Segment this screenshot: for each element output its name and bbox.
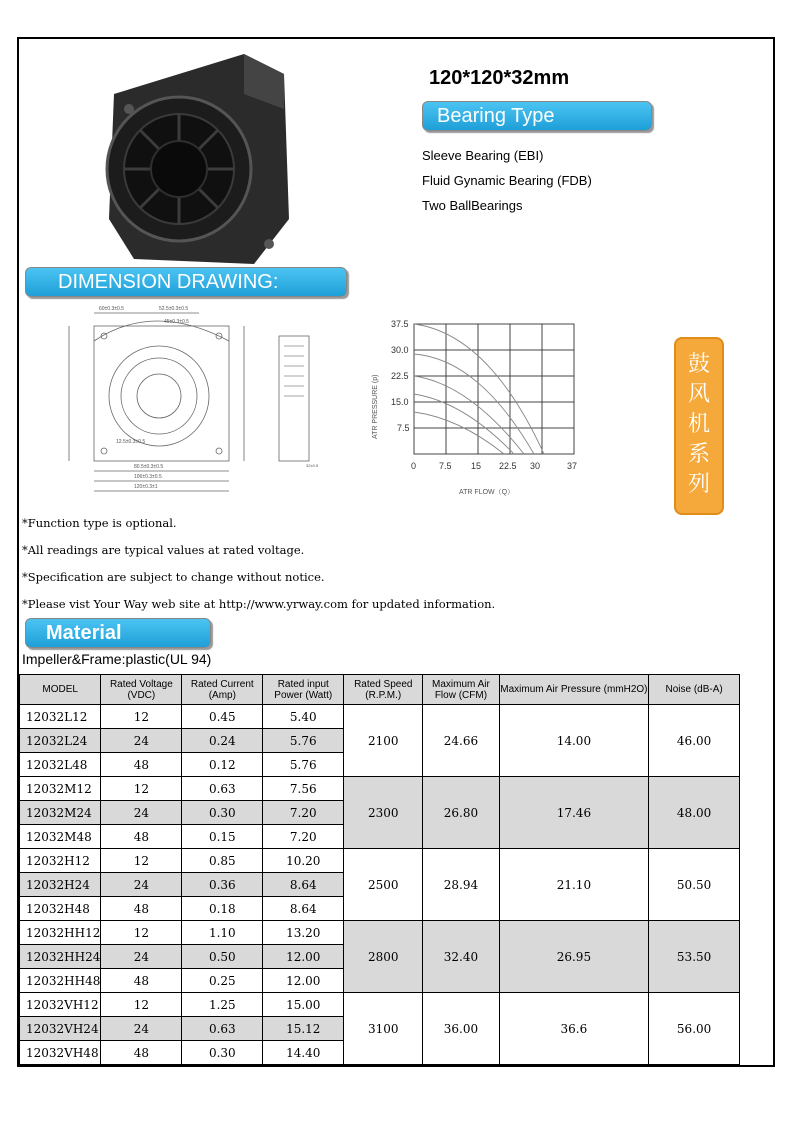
x-tick: 22.5 (499, 461, 517, 471)
table-header (20, 675, 740, 705)
bearing-type-label: Bearing Type (437, 105, 555, 127)
table-cell: 1.25 (182, 993, 263, 1017)
table-cell: 5.76 (263, 753, 344, 777)
table-cell: 0.15 (182, 825, 263, 849)
model-cell: 12032M12 (20, 777, 101, 801)
model-cell: 12032H48 (20, 897, 101, 921)
table-row (20, 921, 740, 945)
table-cell: 10.20 (263, 849, 344, 873)
table-cell: 12.00 (263, 969, 344, 993)
performance-curve (339, 314, 584, 504)
table-cell: 0.45 (182, 705, 263, 729)
pressure-cell: 14.00 (499, 705, 649, 777)
model-cell: 12032L24 (20, 729, 101, 753)
bearing-item: Two BallBearings (422, 198, 523, 213)
dimension-drawing (34, 301, 364, 501)
y-tick: 7.5 (397, 423, 410, 433)
bearing-type-banner (422, 101, 652, 131)
table-cell: 8.64 (263, 873, 344, 897)
table-cell: 48 (101, 825, 182, 849)
table-cell: 0.30 (182, 801, 263, 825)
table-cell: 0.36 (182, 873, 263, 897)
table-cell: 15.12 (263, 1017, 344, 1041)
tag-char: 系 (687, 441, 710, 466)
spec-table (19, 674, 740, 1065)
blower-series-tag (674, 337, 724, 515)
size-title: 120*120*32mm (429, 67, 570, 89)
y-tick: 37.5 (391, 319, 409, 329)
table-cell: 1.10 (182, 921, 263, 945)
table-cell: 0.63 (182, 1017, 263, 1041)
table-cell: 0.30 (182, 1041, 263, 1065)
y-tick: 30.0 (391, 345, 409, 355)
col-header: Maximum Air Flow (CFM) (423, 675, 499, 705)
fan-photo (94, 49, 304, 269)
col-header: Rated Current (Amp) (182, 675, 263, 705)
flow-cell: 24.66 (423, 705, 499, 777)
model-cell: 12032L48 (20, 753, 101, 777)
dim-label: 60±0.3±0.5 (99, 306, 124, 312)
dim-label: 52.5±0.3±0.5 (159, 306, 189, 312)
table-row (20, 705, 740, 729)
dimension-drawing-banner (25, 267, 347, 297)
table-cell: 12 (101, 993, 182, 1017)
table-row (20, 993, 740, 1017)
col-header: Noise (dB-A) (649, 675, 740, 705)
x-tick: 37 (567, 461, 578, 471)
model-cell: 12032VH24 (20, 1017, 101, 1041)
y-axis-label: ATR PRESSURE (p) (372, 374, 379, 439)
table-cell: 12 (101, 705, 182, 729)
col-header: Rated Speed (R.P.M.) (344, 675, 423, 705)
note: *All readings are typical values at rated voltage. (22, 543, 305, 557)
table-cell: 5.40 (263, 705, 344, 729)
table-cell: 24 (101, 801, 182, 825)
pressure-cell: 17.46 (499, 777, 649, 849)
table-cell: 24 (101, 873, 182, 897)
noise-cell: 50.50 (649, 849, 740, 921)
table-cell: 12 (101, 777, 182, 801)
table-cell: 24 (101, 729, 182, 753)
model-cell: 12032HH48 (20, 969, 101, 993)
bearing-item: Sleeve Bearing (EBI) (422, 148, 544, 163)
model-cell: 12032M24 (20, 801, 101, 825)
table-cell: 8.64 (263, 897, 344, 921)
table-cell: 0.25 (182, 969, 263, 993)
pressure-cell: 21.10 (499, 849, 649, 921)
bearing-list (422, 143, 592, 218)
dim-label: 120±0.3±1 (134, 484, 158, 490)
dimension-drawing-label: DIMENSION DRAWING: (58, 271, 279, 293)
x-tick: 7.5 (439, 461, 452, 471)
dim-label: 80.5±0.3±0.5 (134, 464, 164, 470)
noise-cell: 56.00 (649, 993, 740, 1065)
table-cell: 12 (101, 921, 182, 945)
pressure-cell: 36.6 (499, 993, 649, 1065)
table-cell: 0.85 (182, 849, 263, 873)
spec-sheet-frame (17, 37, 775, 1067)
flow-cell: 32.40 (423, 921, 499, 993)
x-tick: 15 (471, 461, 482, 471)
material-line: Impeller&Frame:plastic(UL 94) (22, 651, 212, 667)
table-cell: 48 (101, 753, 182, 777)
noise-cell: 48.00 (649, 777, 740, 849)
dim-label: 106±0.3±0.5 (134, 474, 162, 480)
note: *Please vist Your Way web site at http://www.yrway.com for updated information. (22, 597, 496, 611)
x-tick: 0 (411, 461, 417, 471)
table-cell: 0.50 (182, 945, 263, 969)
table-cell: 5.76 (263, 729, 344, 753)
model-cell: 12032VH12 (20, 993, 101, 1017)
table-cell: 7.56 (263, 777, 344, 801)
speed-cell: 2800 (344, 921, 423, 993)
table-cell: 14.40 (263, 1041, 344, 1065)
table-cell: 13.20 (263, 921, 344, 945)
table-cell: 15.00 (263, 993, 344, 1017)
col-header: Maximum Air Pressure (mmH2O) (499, 675, 649, 705)
table-cell: 24 (101, 1017, 182, 1041)
material-label: Material (46, 622, 122, 644)
note: *Function type is optional. (22, 516, 177, 530)
table-cell: 12.00 (263, 945, 344, 969)
pressure-cell: 26.95 (499, 921, 649, 993)
flow-cell: 26.80 (423, 777, 499, 849)
table-cell: 48 (101, 1041, 182, 1065)
table-cell: 0.24 (182, 729, 263, 753)
table-cell: 7.20 (263, 801, 344, 825)
speed-cell: 3100 (344, 993, 423, 1065)
table-body (20, 705, 740, 1065)
model-cell: 12032H24 (20, 873, 101, 897)
x-tick: 30 (530, 461, 541, 471)
speed-cell: 2500 (344, 849, 423, 921)
noise-cell: 46.00 (649, 705, 740, 777)
model-cell: 12032HH24 (20, 945, 101, 969)
table-row (20, 777, 740, 801)
model-cell: 12032H12 (20, 849, 101, 873)
note: *Specification are subject to change without notice. (22, 570, 325, 584)
noise-cell: 53.50 (649, 921, 740, 993)
table-cell: 0.63 (182, 777, 263, 801)
tag-char: 列 (687, 471, 710, 496)
tag-char: 鼓 (687, 351, 710, 376)
table-cell: 12 (101, 849, 182, 873)
dim-label: 32±0.5 (306, 463, 319, 468)
table-cell: 0.12 (182, 753, 263, 777)
y-tick: 22.5 (391, 371, 409, 381)
col-header: Rated input Power (Watt) (263, 675, 344, 705)
model-cell: 12032HH12 (20, 921, 101, 945)
flow-cell: 36.00 (423, 993, 499, 1065)
col-header: Rated Voltage (VDC) (101, 675, 182, 705)
table-cell: 48 (101, 897, 182, 921)
table-cell: 7.20 (263, 825, 344, 849)
notes (22, 516, 495, 624)
tag-char: 机 (687, 411, 710, 436)
material-banner (25, 618, 211, 648)
model-cell: 12032VH48 (20, 1041, 101, 1065)
speed-cell: 2100 (344, 705, 423, 777)
table-row (20, 849, 740, 873)
model-cell: 12032L12 (20, 705, 101, 729)
y-tick: 15.0 (391, 397, 409, 407)
bearing-item: Fluid Gynamic Bearing (FDB) (422, 173, 592, 188)
dim-label: 12.5±0.3±0.5 (116, 439, 146, 445)
speed-cell: 2300 (344, 777, 423, 849)
x-axis-label: ATR FLOW（Q） (459, 489, 515, 496)
model-cell: 12032M48 (20, 825, 101, 849)
table-cell: 48 (101, 969, 182, 993)
dim-label: 45±0.3±0.5 (164, 319, 189, 325)
table-cell: 24 (101, 945, 182, 969)
tag-char: 风 (687, 381, 710, 406)
flow-cell: 28.94 (423, 849, 499, 921)
table-cell: 0.18 (182, 897, 263, 921)
col-header: MODEL (20, 675, 101, 705)
